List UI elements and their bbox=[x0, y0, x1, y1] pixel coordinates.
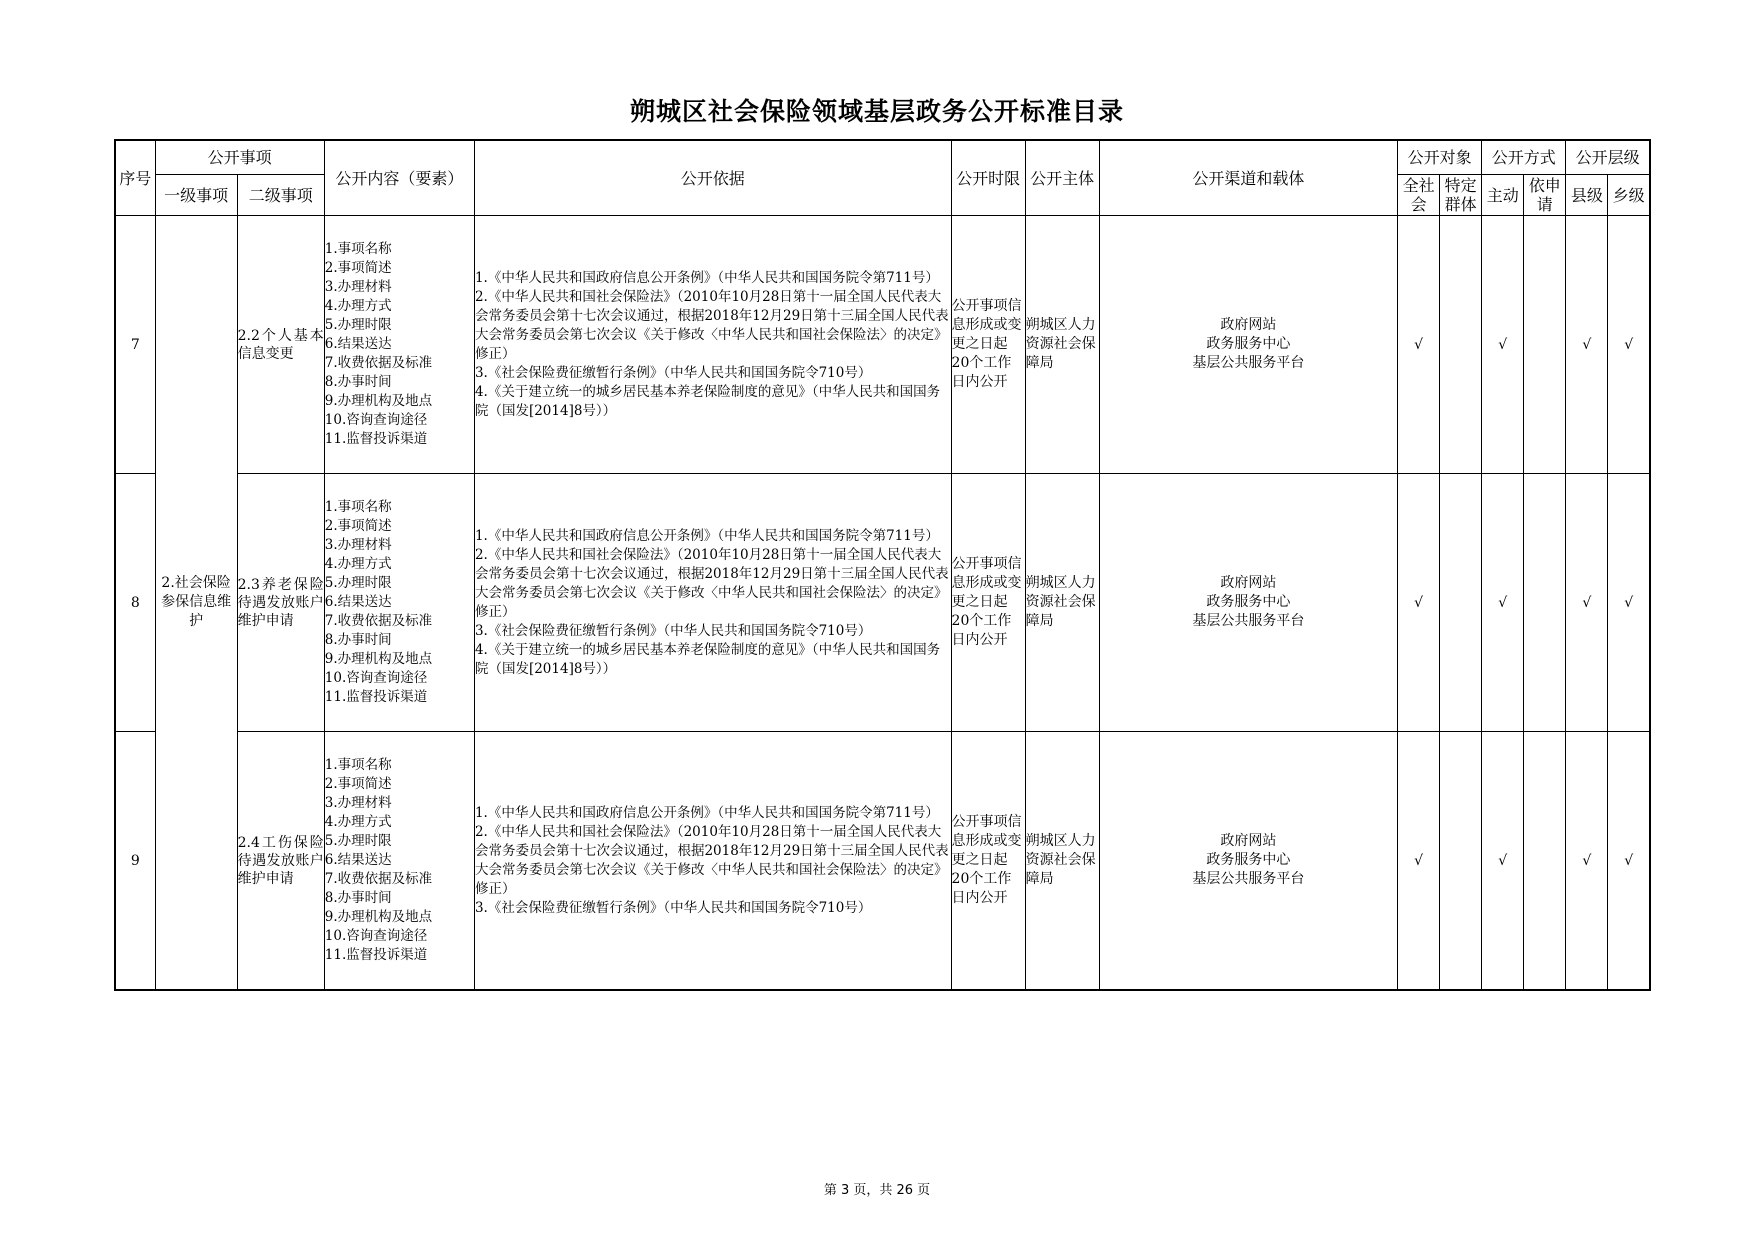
channel-item: 基层公共服务平台 bbox=[1192, 613, 1305, 629]
check-target-specific bbox=[1440, 732, 1482, 991]
content-item: 11.监督投诉渠道 bbox=[324, 689, 428, 705]
channel-item: 基层公共服务平台 bbox=[1192, 355, 1305, 371]
level1-item: 2.社会保险参保信息维护 bbox=[155, 216, 237, 991]
check-method-active: √ bbox=[1482, 474, 1524, 732]
check-method-apply bbox=[1524, 474, 1566, 732]
content-list bbox=[324, 216, 474, 474]
disclosure-subject: 朔城区人力资源社会保障局 bbox=[1025, 474, 1099, 732]
content-item: 5.办理时限 bbox=[324, 317, 392, 333]
check-target-all: √ bbox=[1398, 216, 1440, 474]
check-target-all: √ bbox=[1398, 474, 1440, 732]
content-item: 7.收费依据及标准 bbox=[324, 871, 433, 887]
header-content: 公开内容（要素） bbox=[324, 140, 474, 216]
channel-item: 政府网站 bbox=[1220, 317, 1277, 333]
check-target-all: √ bbox=[1398, 732, 1440, 991]
content-item: 8.办事时间 bbox=[324, 374, 392, 390]
content-item: 6.结果送达 bbox=[324, 852, 392, 868]
check-target-specific bbox=[1440, 216, 1482, 474]
content-item: 6.结果送达 bbox=[324, 336, 392, 352]
header-level-county: 县级 bbox=[1566, 175, 1608, 216]
content-item: 4.办理方式 bbox=[324, 556, 392, 572]
content-item: 11.监督投诉渠道 bbox=[324, 947, 428, 963]
content-item: 1.事项名称 bbox=[324, 757, 392, 773]
check-level-county: √ bbox=[1566, 216, 1608, 474]
level2-item: 2.3养老保险待遇发放账户维护申请 bbox=[237, 474, 324, 732]
content-item: 9.办理机构及地点 bbox=[324, 651, 433, 667]
content-item: 8.办事时间 bbox=[324, 890, 392, 906]
channel-item: 基层公共服务平台 bbox=[1192, 871, 1305, 887]
header-matter: 公开事项 bbox=[155, 140, 324, 175]
disclosure-time: 公开事项信息形成或变更之日起20个工作日内公开 bbox=[951, 732, 1025, 991]
disclosure-subject: 朔城区人力资源社会保障局 bbox=[1025, 732, 1099, 991]
level2-item: 2.2个人基本信息变更 bbox=[237, 216, 324, 474]
content-item: 3.办理材料 bbox=[324, 795, 392, 811]
table-row bbox=[115, 474, 1650, 732]
channel-item: 政府网站 bbox=[1220, 833, 1277, 849]
header-target: 公开对象 bbox=[1398, 140, 1482, 175]
table-header bbox=[115, 140, 1650, 216]
channel-item: 政务服务中心 bbox=[1206, 594, 1291, 610]
row-seq: 8 bbox=[115, 474, 155, 732]
content-list bbox=[324, 732, 474, 991]
basis-item: 4.《关于建立统一的城乡居民基本养老保险制度的意见》（中华人民共和国国务院（国发[2014]8号）） bbox=[474, 383, 941, 419]
header-subject: 公开主体 bbox=[1025, 140, 1099, 216]
channel-list bbox=[1099, 474, 1397, 732]
table-row bbox=[115, 732, 1650, 991]
check-method-active: √ bbox=[1482, 216, 1524, 474]
content-item: 1.事项名称 bbox=[324, 241, 392, 257]
basis-item: 1.《中华人民共和国政府信息公开条例》（中华人民共和国国务院令第711号） bbox=[474, 527, 939, 544]
channel-item: 政务服务中心 bbox=[1206, 852, 1291, 868]
header-target-all: 全社会 bbox=[1398, 175, 1440, 216]
content-item: 4.办理方式 bbox=[324, 814, 392, 830]
header-seq: 序号 bbox=[115, 140, 155, 216]
content-item: 7.收费依据及标准 bbox=[324, 613, 433, 629]
header-channel: 公开渠道和载体 bbox=[1099, 140, 1397, 216]
basis-item: 3.《社会保险费征缴暂行条例》（中华人民共和国国务院令710号） bbox=[474, 364, 872, 381]
basis-list bbox=[474, 216, 951, 474]
check-level-town: √ bbox=[1608, 732, 1650, 991]
content-item: 5.办理时限 bbox=[324, 575, 392, 591]
page-title: 朔城区社会保险领域基层政务公开标准目录 bbox=[629, 97, 1124, 126]
header-level-town: 乡级 bbox=[1608, 175, 1650, 216]
header-time: 公开时限 bbox=[951, 140, 1025, 216]
check-level-town: √ bbox=[1608, 216, 1650, 474]
disclosure-time: 公开事项信息形成或变更之日起20个工作日内公开 bbox=[951, 216, 1025, 474]
basis-item: 2.《中华人民共和国社会保险法》（2010年10月28日第十一届全国人民代表大会常务委员会第十七次会议通过，根据2018年12月29日第十三届全国人民代表大会常务委员会第七次会议《关于修改〈中华人民共和国社会保险法〉的决定》修正） bbox=[474, 546, 949, 620]
header-target-specific: 特定群体 bbox=[1440, 175, 1482, 216]
check-method-apply bbox=[1524, 732, 1566, 991]
content-item: 2.事项简述 bbox=[324, 260, 392, 276]
content-item: 9.办理机构及地点 bbox=[324, 393, 433, 409]
content-item: 3.办理材料 bbox=[324, 279, 392, 295]
disclosure-time: 公开事项信息形成或变更之日起20个工作日内公开 bbox=[951, 474, 1025, 732]
check-target-specific bbox=[1440, 474, 1482, 732]
content-item: 10.咨询查询途径 bbox=[324, 412, 428, 428]
basis-item: 4.《关于建立统一的城乡居民基本养老保险制度的意见》（中华人民共和国国务院（国发[2014]8号）） bbox=[474, 641, 941, 677]
check-level-county: √ bbox=[1566, 732, 1608, 991]
content-item: 11.监督投诉渠道 bbox=[324, 431, 428, 447]
content-item: 6.结果送达 bbox=[324, 594, 392, 610]
channel-item: 政务服务中心 bbox=[1206, 336, 1291, 352]
content-list bbox=[324, 474, 474, 732]
content-item: 7.收费依据及标准 bbox=[324, 355, 433, 371]
disclosure-subject: 朔城区人力资源社会保障局 bbox=[1025, 216, 1099, 474]
row-seq: 9 bbox=[115, 732, 155, 991]
basis-item: 1.《中华人民共和国政府信息公开条例》（中华人民共和国国务院令第711号） bbox=[474, 269, 939, 286]
check-method-active: √ bbox=[1482, 732, 1524, 991]
header-level: 公开层级 bbox=[1566, 140, 1650, 175]
content-item: 10.咨询查询途径 bbox=[324, 928, 428, 944]
channel-item: 政府网站 bbox=[1220, 575, 1277, 591]
basis-item: 3.《社会保险费征缴暂行条例》（中华人民共和国国务院令710号） bbox=[474, 622, 872, 639]
content-item: 5.办理时限 bbox=[324, 833, 392, 849]
catalog-table bbox=[114, 139, 1651, 991]
channel-list bbox=[1099, 732, 1397, 991]
level2-item: 2.4工伤保险待遇发放账户维护申请 bbox=[237, 732, 324, 991]
basis-list bbox=[474, 732, 951, 991]
check-method-apply bbox=[1524, 216, 1566, 474]
content-item: 2.事项简述 bbox=[324, 776, 392, 792]
basis-item: 2.《中华人民共和国社会保险法》（2010年10月28日第十一届全国人民代表大会常务委员会第十七次会议通过，根据2018年12月29日第十三届全国人民代表大会常务委员会第七次会议《关于修改〈中华人民共和国社会保险法〉的决定》修正） bbox=[474, 823, 949, 897]
row-seq: 7 bbox=[115, 216, 155, 474]
header-method-apply: 依申请 bbox=[1524, 175, 1566, 216]
table-row bbox=[115, 216, 1650, 474]
content-item: 8.办事时间 bbox=[324, 632, 392, 648]
header-method-active: 主动 bbox=[1482, 175, 1524, 216]
content-item: 3.办理材料 bbox=[324, 537, 392, 553]
check-level-town: √ bbox=[1608, 474, 1650, 732]
content-item: 9.办理机构及地点 bbox=[324, 909, 433, 925]
channel-list bbox=[1099, 216, 1397, 474]
basis-list bbox=[474, 474, 951, 732]
content-item: 1.事项名称 bbox=[324, 499, 392, 515]
content-item: 10.咨询查询途径 bbox=[324, 670, 428, 686]
content-item: 2.事项简述 bbox=[324, 518, 392, 534]
basis-item: 3.《社会保险费征缴暂行条例》（中华人民共和国国务院令710号） bbox=[474, 899, 872, 916]
check-level-county: √ bbox=[1566, 474, 1608, 732]
header-basis: 公开依据 bbox=[474, 140, 951, 216]
page-footer: 第 3 页，共 26 页 bbox=[823, 1183, 931, 1198]
header-level2: 二级事项 bbox=[237, 175, 324, 216]
header-method: 公开方式 bbox=[1482, 140, 1566, 175]
basis-item: 2.《中华人民共和国社会保险法》（2010年10月28日第十一届全国人民代表大会常务委员会第十七次会议通过，根据2018年12月29日第十三届全国人民代表大会常务委员会第七次会议《关于修改〈中华人民共和国社会保险法〉的决定》修正） bbox=[474, 288, 949, 362]
content-item: 4.办理方式 bbox=[324, 298, 392, 314]
header-level1: 一级事项 bbox=[155, 175, 237, 216]
basis-item: 1.《中华人民共和国政府信息公开条例》（中华人民共和国国务院令第711号） bbox=[474, 804, 939, 821]
